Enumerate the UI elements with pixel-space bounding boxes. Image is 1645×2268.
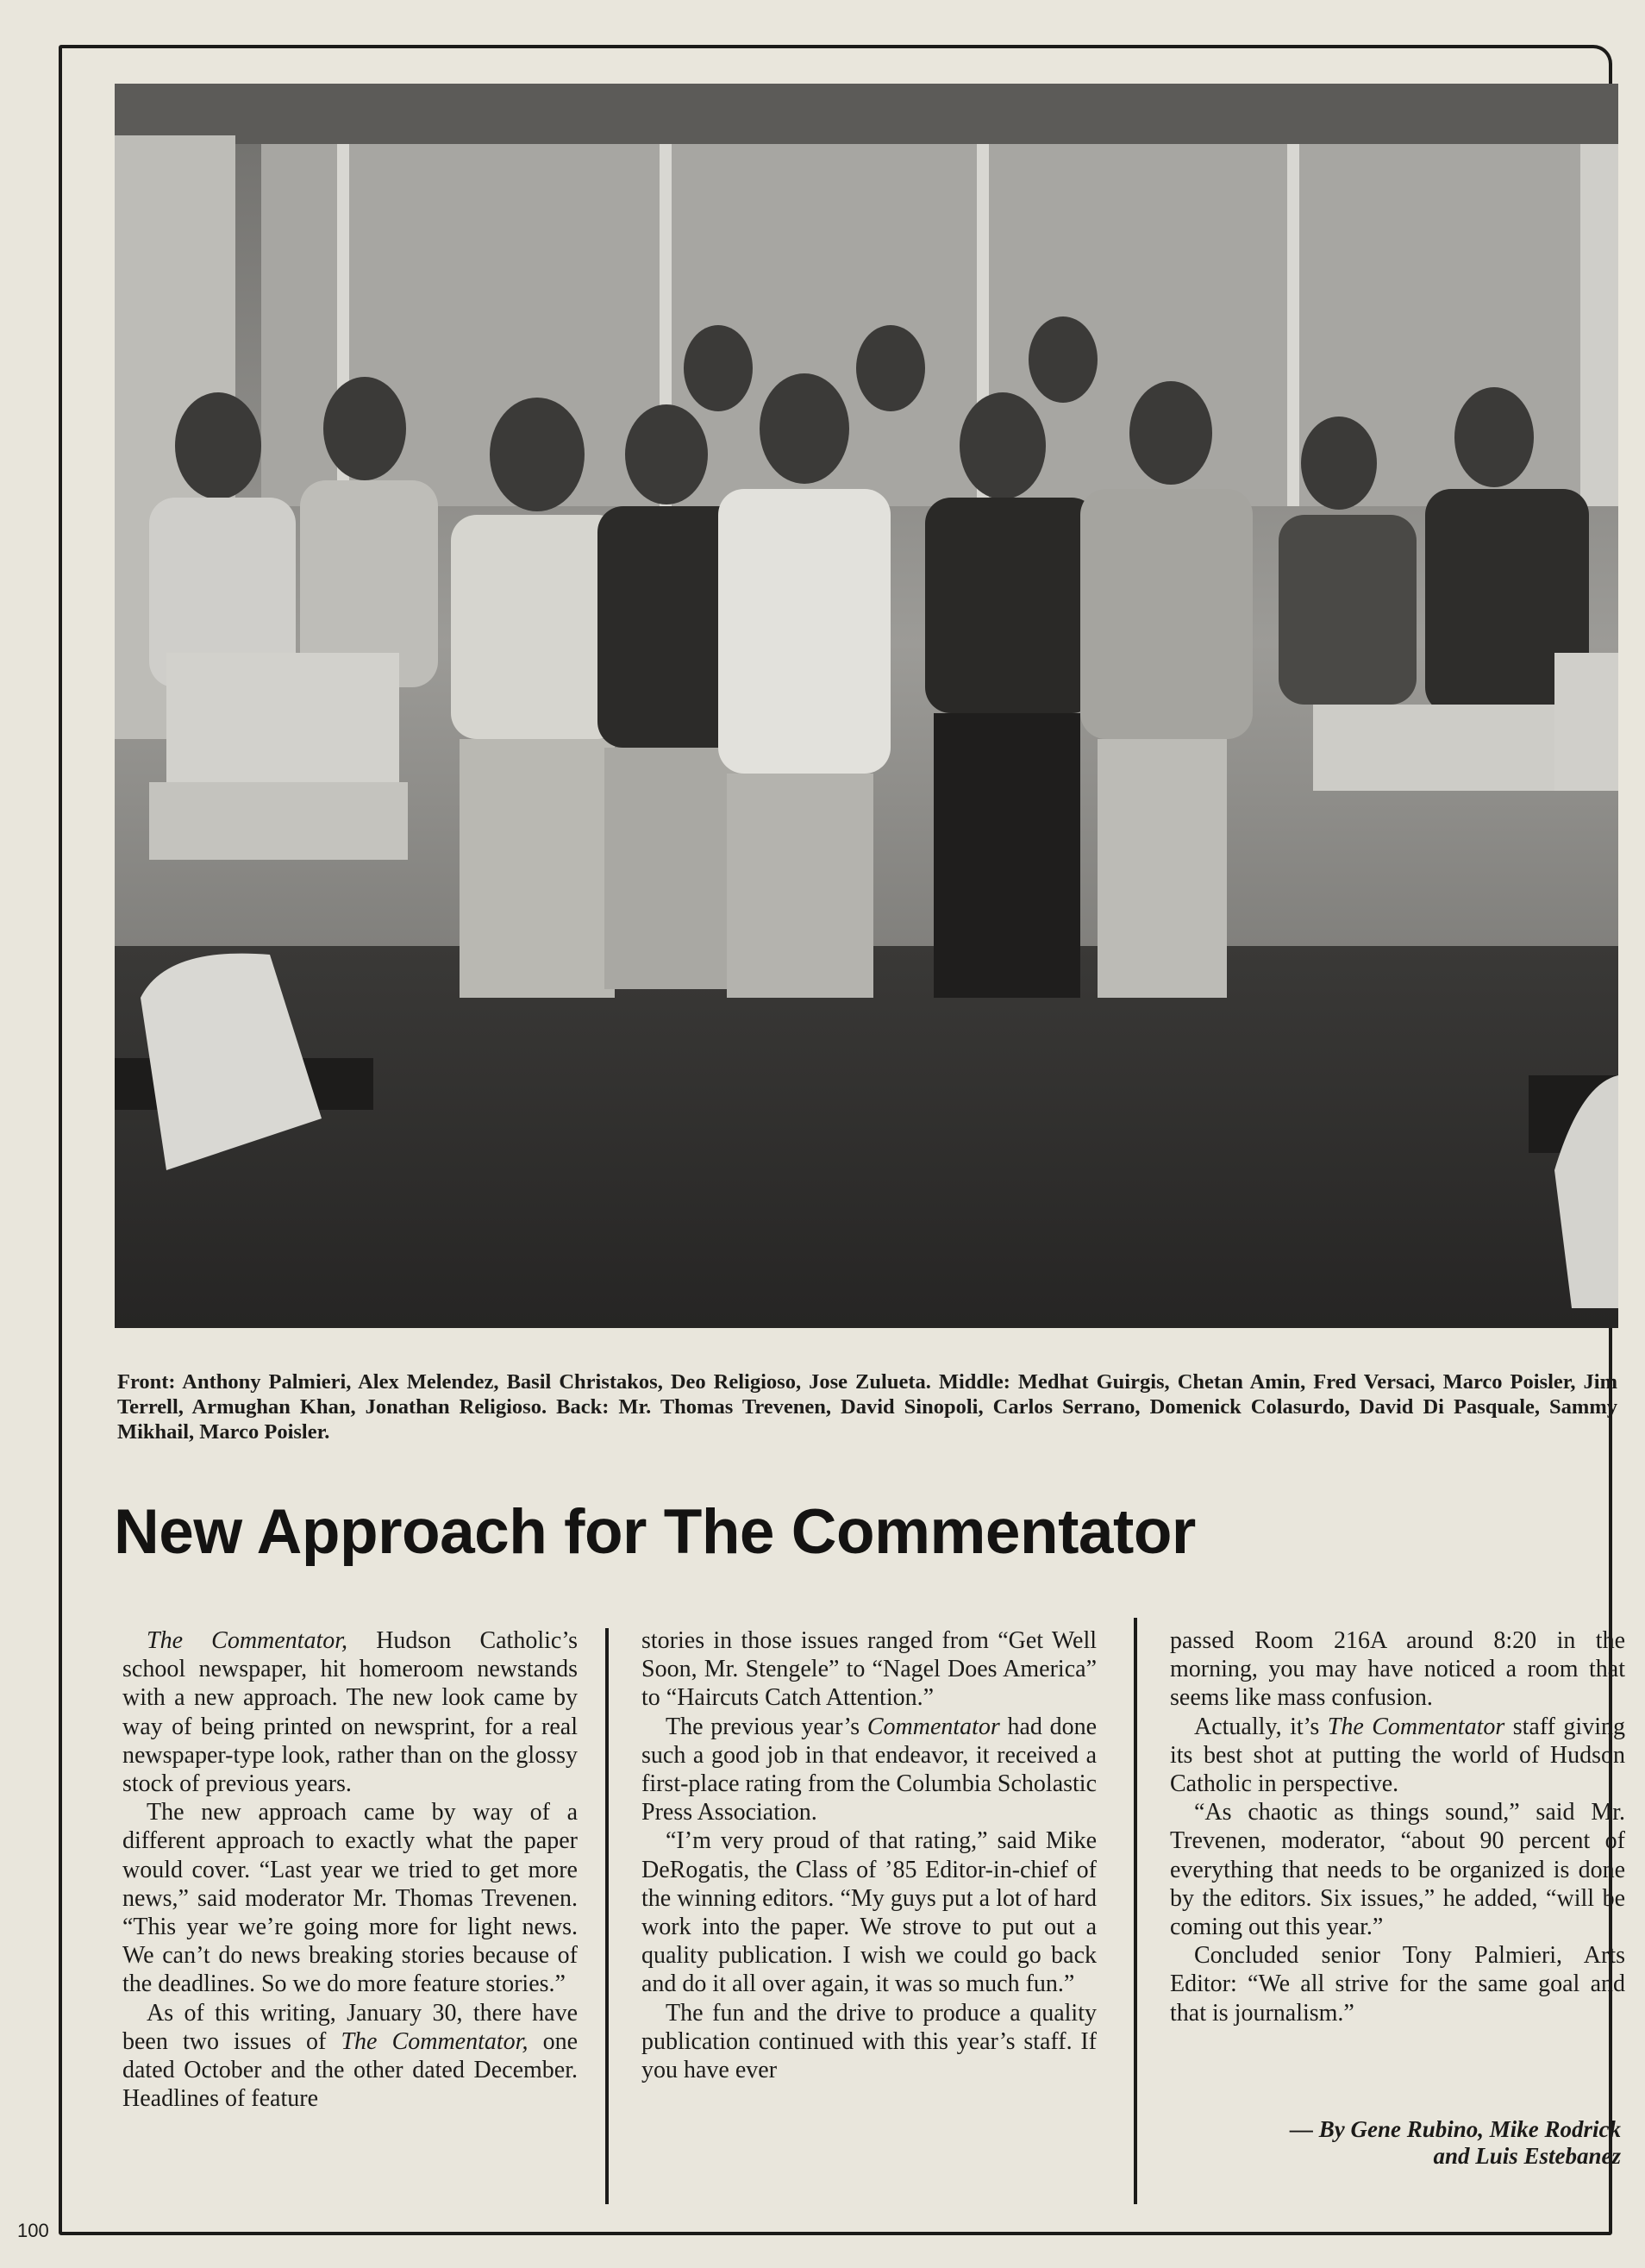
paragraph-text: one dated October and the other dated December. Headlines of feature (122, 2027, 578, 2113)
page-number: 100 (17, 2220, 49, 2241)
photo-caption: Front: Anthony Palmieri, Alex Melendez, Basil Christakos, Deo Religioso, Jose Zulueta. Middle: Medhat Guirgis, Chetan Amin, Fred Versaci, Marco Poisler, Jim Terrell, Armughan Khan, Jonathan Religioso. Back: Mr. Thomas Trevenen, David Sinopoli, Carlos Serrano, Domenick Colasurdo, David Di Pasquale, Sammy Mikhail, Marco Poisler. (117, 1370, 1617, 1444)
paragraph: The fun and the drive to produce a quality publication continued with this year’s staff. If you have ever (641, 1999, 1097, 2084)
paragraph: “As chaotic as things sound,” said Mr. Trevenen, moderator, “about 90 percent of everything that needs to be organized is done by the editors. Six issues,” he added, “will be coming out this year.” (1170, 1799, 1625, 1941)
paragraph: The new approach came by way of a different approach to exactly what the paper would cover. “Last year we tried to get more news,” said moderator Mr. Thomas Trevenen. “This year we’re going more for light news. We can’t do news breaking stories because of the deadlines. So we do more feature stories.” (122, 1799, 578, 1998)
group-photo-illustration (115, 84, 1618, 1328)
article-column-3 (1170, 1626, 1625, 2027)
paragraph-text: As of this writing, January 30, there have been two issues of (122, 1999, 578, 2055)
paragraph-text: The previous year’s (666, 1713, 867, 1740)
paragraph (122, 1999, 578, 2114)
paragraph-text: Hudson Catholic’s school newspaper, hit homeroom newstands with a new approach. The new look came by way of being printed on newsprint, for a real newspaper-type look, rather than on the glossy stock of previous years. (122, 1627, 578, 1798)
paragraph (122, 1626, 578, 1798)
paragraph (1170, 1713, 1625, 1799)
paragraph: “I’m very proud of that rating,” said Mike DeRogatis, the Class of ’85 Editor-in-chief of the winning editors. “My guys put a lot of hard work into the paper. We strove to put out a quality publication. I wish we could go back and do it all over again, it was so much fun.” (641, 1827, 1097, 1998)
article-headline: New Approach for The Commentator (114, 1497, 1196, 1567)
paragraph (641, 1713, 1097, 1827)
article-column-2 (641, 1626, 1097, 2084)
paragraph: passed Room 216A around 8:20 in the morning, you may have noticed a room that seems like mass confusion. (1170, 1627, 1625, 1712)
byline-line: — By Gene Rubino, Mike Rodrick (1289, 2116, 1621, 2142)
paragraph: Concluded senior Tony Palmieri, Arts Editor: “We all strive for the same goal and that is journalism.” (1170, 1942, 1625, 2027)
publication-title: The Commentator, (341, 2027, 529, 2055)
group-photo (115, 84, 1618, 1328)
paragraph-text: Actually, it’s (1194, 1713, 1328, 1740)
column-divider (1134, 1618, 1137, 2204)
publication-title: The Commentator (1327, 1713, 1505, 1740)
article-column-1 (122, 1626, 578, 2113)
byline-line: and Luis Estebanez (1433, 2143, 1621, 2169)
column-divider (605, 1628, 609, 2204)
publication-title: Commentator (866, 1713, 1000, 1740)
paragraph-text: had done such a good job in that endeavor, it received a first-place rating from the Columbia Scholastic Press Association. (641, 1713, 1097, 1826)
byline (1173, 2116, 1621, 2170)
publication-title: The Commentator, (147, 1627, 348, 1654)
paragraph-text: staff giving its best shot at putting the world of Hudson Catholic in perspective. (1170, 1713, 1625, 1798)
paragraph: stories in those issues ranged from “Get Well Soon, Mr. Stengele” to “Nagel Does America” to “Haircuts Catch Attention.” (641, 1627, 1097, 1712)
